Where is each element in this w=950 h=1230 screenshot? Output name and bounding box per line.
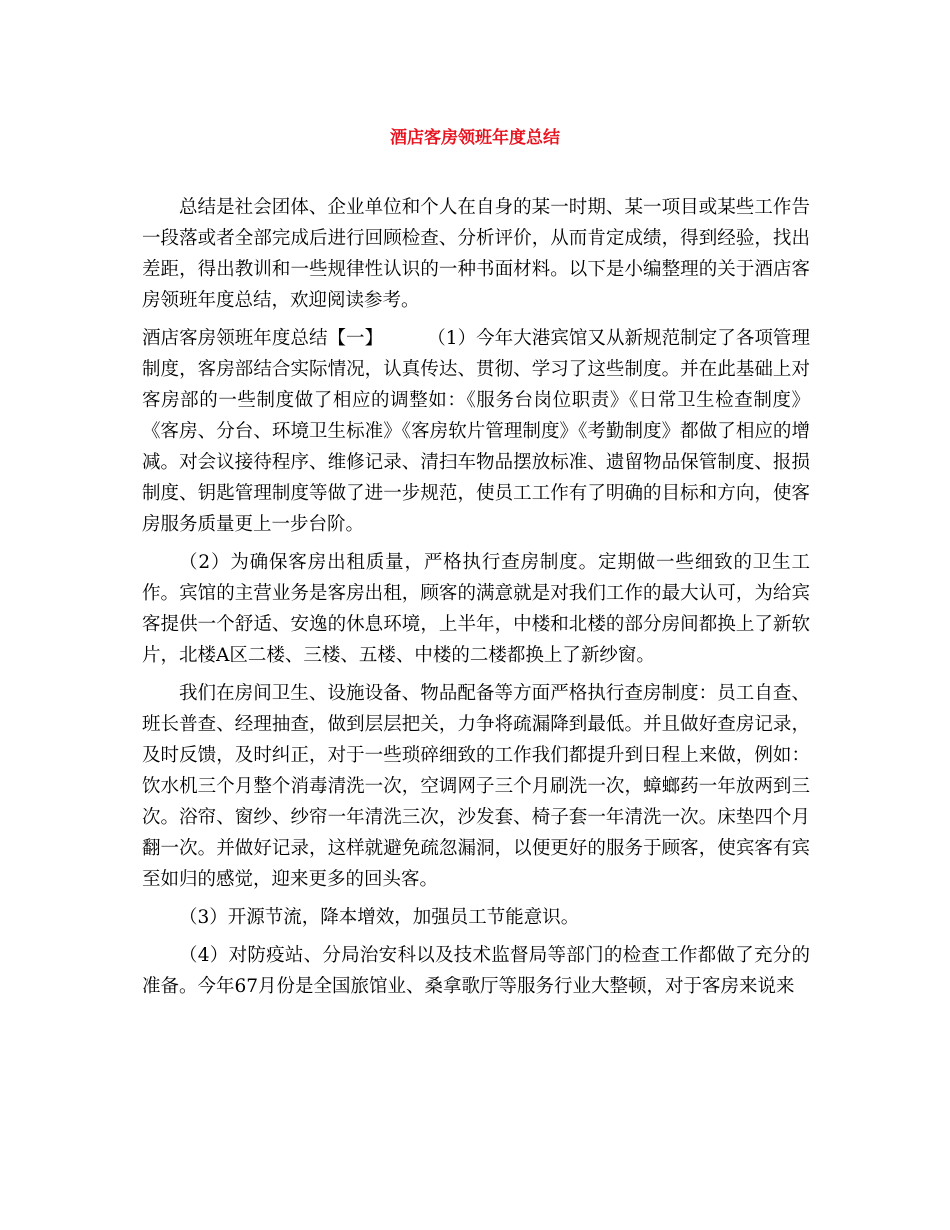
intro-paragraph: 总结是社会团体、企业单位和个人在自身的某一时期、某一项目或某些工作告一段落或者全部完成后进行回顾检查、分析评价，从而肯定成绩，得到经验，找出差距，得出教训和一些规律性认识的一种书面材料。以下是小编整理的关于酒店客房领班年度总结，欢迎阅读参考。 [142,197,810,311]
inspection-paragraph: 我们在房间卫生、设施设备、物品配备等方面严格执行查房制度：员工自查、班长普查、经理抽查，做到层层把关，力争将疏漏降到最低。并且做好查房记录，及时反馈，及时纠正，对于一些琐碎细致的工作我们都提升到日程上来做，例如：饮水机三个月整个消毒清洗一次，空调网子三个月刷洗一次，蟑螂药一年放两到三次。浴帘、窗纱、纱帘一年清洗三次，沙发套、椅子套一年清洗一次。床垫四个月翻一次。并做好记录，这样就避免疏忽漏洞，以便更好的服务于顾客，使宾客有宾至如归的感觉，迎来更多的回头客。 [142,683,810,890]
document-body [142,192,810,1009]
section-one-paragraph [142,323,810,540]
item-2-paragraph: （2）为确保客房出租质量，严格执行查房制度。定期做一些细致的卫生工作。宾馆的主营业务是客房出租，顾客的满意就是对我们工作的最大认可，为给宾客提供一个舒适、安逸的休息环境，上半年，中楼和北楼的部分房间都换上了新软片，北楼A区二楼、三楼、五楼、中楼的二楼都换上了新纱窗。 [142,552,810,666]
document-title: 酒店客房领班年度总结 [390,128,560,148]
section-heading: 酒店客房领班年度总结【一】 [142,328,384,349]
item-3-paragraph: （3）开源节流，降本增效，加强员工节能意识。 [179,907,580,928]
item-1-text: （1）今年大港宾馆又从新规范制定了各项管理制度，客房部结合实际情况，认真传达、贯彻、学习了这些制度。并在此基础上对客房部的一些制度做了相应的调整如：《服务台岗位职责》《日常卫生检查制度》《客房、分台、环境卫生标准》《客房软片管理制度》《考勤制度》都做了相应的增减。对会议接待程序、维修记录、清扫车物品摆放标准、遗留物品保管制度、报损制度、钥匙管理制度等做了进一步规范，使员工工作有了明确的目标和方向，使客房服务质量更上一步台阶。 [142,328,810,535]
item-4-paragraph: （4）对防疫站、分局治安科以及技术监督局等部门的检查工作都做了充分的准备。今年67月份是全国旅馆业、桑拿歌厅等服务行业大整顿，对于客房来说来 [142,945,810,997]
